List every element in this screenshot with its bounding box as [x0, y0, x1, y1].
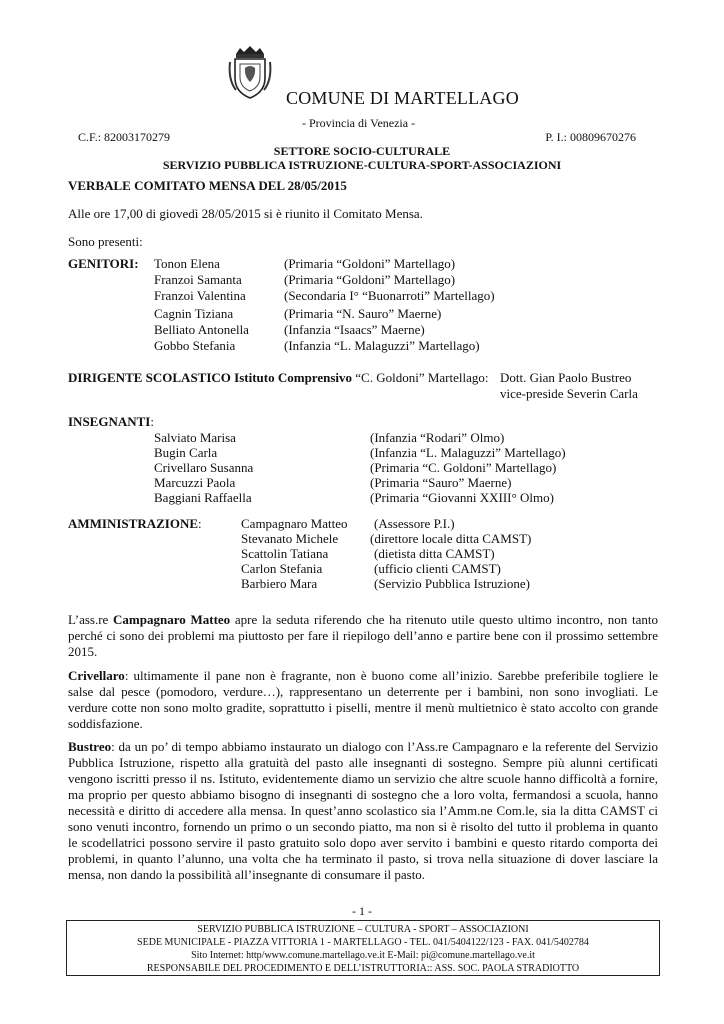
- amministrazione-role: (direttore locale ditta CAMST): [370, 531, 532, 546]
- genitore-school: (Infanzia “L. Malaguzzi” Martellago): [284, 338, 480, 353]
- genitore-name: Belliato Antonella: [154, 322, 249, 337]
- genitore-name: Tonon Elena: [154, 256, 220, 271]
- amministrazione-role: (ufficio clienti CAMST): [374, 561, 501, 576]
- amministrazione-name: Campagnaro Matteo: [241, 516, 348, 531]
- paragraph-crivellaro: [68, 668, 658, 732]
- footer-line-4: RESPONSABILE DEL PROCEDIMENTO E DELL’ISTRUTTORIA:: ASS. SOC. PAOLA STRADIOTTO: [146, 963, 580, 974]
- amministrazione-colon: :: [198, 516, 202, 531]
- dirigente-name: Dott. Gian Paolo Bustreo: [500, 370, 632, 385]
- p1-prefix: L’ass.re: [68, 612, 114, 627]
- vicepreside-name: vice-preside Severin Carla: [500, 386, 638, 401]
- coat-of-arms-icon: [226, 44, 274, 100]
- genitori-label: GENITORI:: [68, 256, 139, 271]
- verbale-title: VERBALE COMITATO MENSA DEL 28/05/2015: [68, 178, 347, 193]
- p1-speaker: Campagnaro Matteo: [113, 612, 231, 627]
- servizio-heading: SERVIZIO PUBBLICA ISTRUZIONE-CULTURA-SPORT-ASSOCIAZIONI: [162, 158, 562, 172]
- amministrazione-name: Barbiero Mara: [241, 576, 318, 591]
- genitore-school: (Infanzia “Isaacs” Maerne): [284, 322, 425, 337]
- settore-heading: SETTORE SOCIO-CULTURALE: [273, 144, 451, 158]
- amministrazione-label: AMMINISTRAZIONE: [68, 516, 199, 531]
- paragraph-bustreo: [68, 739, 658, 883]
- insegnanti-label: INSEGNANTI: [68, 414, 151, 429]
- p3-text: : da un po’ di tempo abbiamo instaurato un dialogo con l’Ass.re Campagnaro e la referente del Servizio Pubblica Istruzione, rispetto alla gratuità del pasto alle insegnanti di sostegno. Sempre più alunni certificati vengono iscritti presso il ns. Istituto, evidentemente diamo un servizio che altre scuole hanno difficoltà a fornire, ma proprio per questo abbiamo bisogno di insegnanti di sostegno che a loro volta, fermandosi a scuola, hanno necessità e diritto di accedere alla mensa. In quest’anno scolastico sia l’Amm.ne Com.le, sia la ditta CAMST ci sono venuti incontro, fornendo un primo o un secondo piatto, ma non si è risolto del tutto il problema in quanto le scodellatrici possono servire il pasto gratuito solo dopo aver servito i bambini e questo ritardo comporta dei problemi, in quanto l’alunno, una volta che ha terminato il pasto, si trova nella situazione di dover lasciare la mensa, non dando la possibilità all’insegnante di consumare il pasto.: [68, 739, 658, 882]
- amministrazione-role: (dietista ditta CAMST): [374, 546, 495, 561]
- genitore-school: (Primaria “Goldoni” Martellago): [284, 256, 456, 271]
- insegnanti-line: [68, 414, 154, 430]
- footer-line-3: Sito Internet: http/www.comune.martellago.ve.it E-Mail: pi@comune.martellago.ve.it: [191, 950, 535, 961]
- dirigente-school: “C. Goldoni” Martellago:: [352, 370, 489, 385]
- genitore-name: Gobbo Stefania: [154, 338, 236, 353]
- p1-text: apre la seduta riferendo che ha ritenuto utile questo ultimo incontro, non tanto perché ci sono dei problemi ma piuttosto per fare il riepilogo dell’anno e partire bene con il prossimo settembre 2015.: [68, 612, 658, 659]
- amministrazione-role: (Servizio Pubblica Istruzione): [374, 576, 530, 591]
- insegnante-name: Bugin Carla: [154, 445, 218, 460]
- insegnante-school: (Primaria “C. Goldoni” Martellago): [370, 460, 557, 475]
- genitore-school: (Secondaria I° “Buonarroti” Martellago): [284, 288, 495, 303]
- insegnante-name: Crivellaro Susanna: [154, 460, 254, 475]
- dirigente-label: DIRIGENTE SCOLASTICO Istituto Comprensivo: [68, 370, 353, 385]
- insegnante-name: Salviato Marisa: [154, 430, 236, 445]
- codice-fiscale: C.F.: 82003170279: [78, 130, 171, 144]
- partita-iva: P. I.: 00809670276: [545, 130, 636, 144]
- p2-speaker: Crivellaro: [68, 668, 125, 683]
- insegnante-school: (Infanzia “L. Malaguzzi” Martellago): [370, 445, 566, 460]
- p3-speaker: Bustreo: [68, 739, 112, 754]
- genitore-school: (Primaria “Goldoni” Martellago): [284, 272, 456, 287]
- genitore-name: Cagnin Tiziana: [154, 306, 234, 321]
- dirigente-line: [68, 370, 488, 386]
- insegnanti-colon: :: [150, 414, 154, 429]
- p2-text: : ultimamente il pane non è fragrante, non è buono come all’inizio. Sarebbe preferibile togliere le salse dal pesce (pomodoro, verdure…), rappresentano un deterrente per i bambini, non sono invogliati. Le verdure cotte non sono molto gradite, soprattutto i piselli, mentre il menù multietnico è stato accolto con grande soddisfazione.: [68, 668, 658, 731]
- footer-line-2: SEDE MUNICIPALE - PIAZZA VITTORIA 1 - MARTELLAGO - TEL. 041/5404122/123 - FAX. 041/5402784: [137, 937, 589, 948]
- genitore-school: (Primaria “N. Sauro” Maerne): [284, 306, 442, 321]
- page-number: - 1 -: [352, 904, 372, 918]
- paragraph-campagnaro: [68, 612, 658, 660]
- amministrazione-line: [68, 516, 202, 532]
- comune-title: COMUNE DI MARTELLAGO: [286, 88, 519, 108]
- amministrazione-name: Scattolin Tatiana: [241, 546, 329, 561]
- insegnante-school: (Primaria “Giovanni XXIII° Olmo): [370, 490, 554, 505]
- amministrazione-name: Stevanato Michele: [241, 531, 339, 546]
- insegnante-name: Baggiani Raffaella: [154, 490, 252, 505]
- provincia-label: - Provincia di Venezia -: [302, 116, 416, 130]
- intro-text: Alle ore 17,00 di giovedì 28/05/2015 si è riunito il Comitato Mensa.: [68, 206, 423, 221]
- genitore-name: Franzoi Samanta: [154, 272, 242, 287]
- footer-box: [66, 920, 660, 976]
- amministrazione-name: Carlon Stefania: [241, 561, 323, 576]
- presenti-label: Sono presenti:: [68, 234, 143, 249]
- footer-line-1: SERVIZIO PUBBLICA ISTRUZIONE – CULTURA - SPORT – ASSOCIAZIONI: [197, 924, 529, 935]
- amministrazione-role: (Assessore P.I.): [374, 516, 455, 531]
- genitore-name: Franzoi Valentina: [154, 288, 246, 303]
- insegnante-school: (Primaria “Sauro” Maerne): [370, 475, 512, 490]
- insegnante-name: Marcuzzi Paola: [154, 475, 236, 490]
- insegnante-school: (Infanzia “Rodari” Olmo): [370, 430, 505, 445]
